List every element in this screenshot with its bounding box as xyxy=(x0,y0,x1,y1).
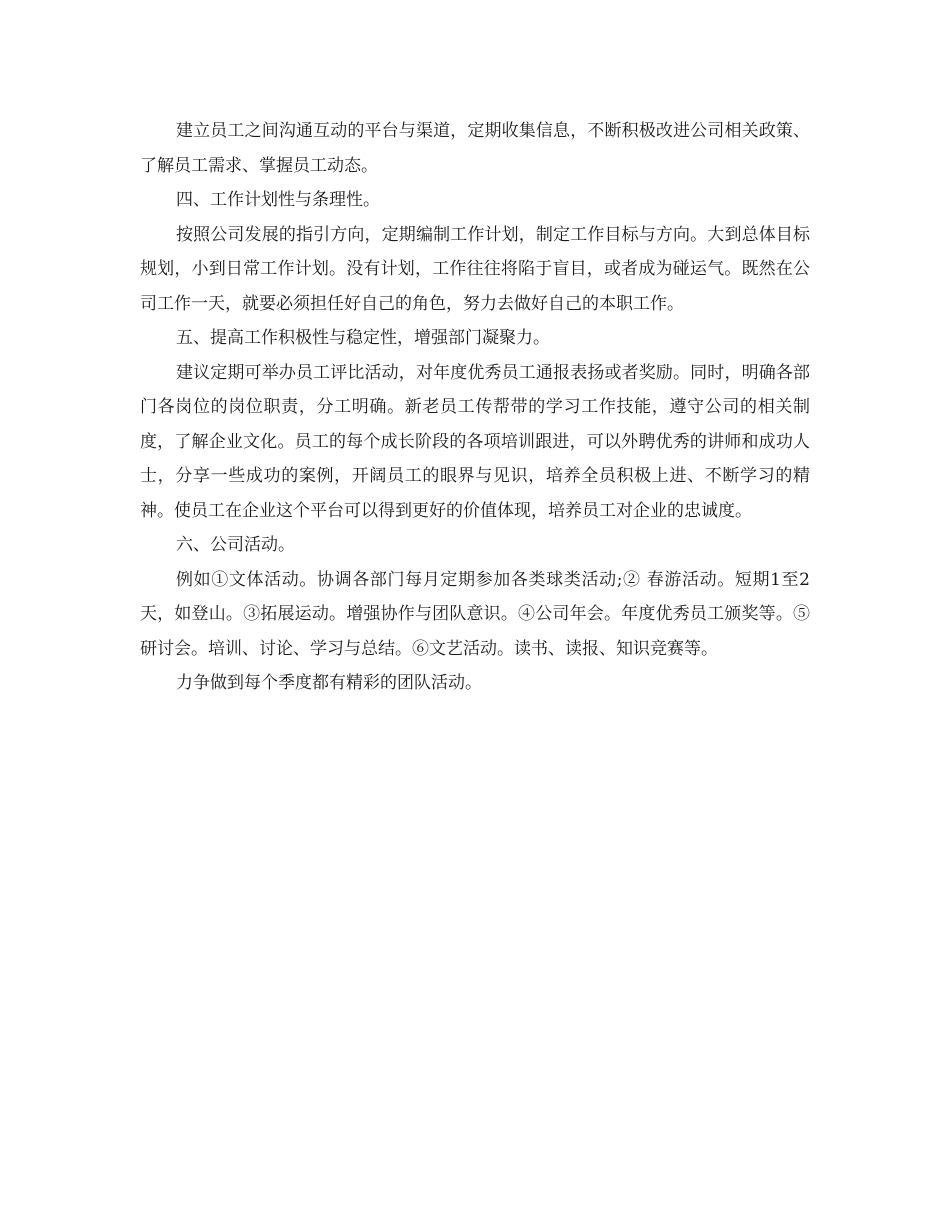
heading-work-enthusiasm: 五、提高工作积极性与稳定性，增强部门凝聚力。 xyxy=(176,328,550,348)
heading-company-activities: 六、公司活动。 xyxy=(176,535,295,555)
document-body xyxy=(140,114,810,701)
paragraph-closing: 力争做到每个季度都有精彩的团队活动。 xyxy=(176,673,482,693)
paragraph-work-planning: 按照公司发展的指引方向，定期编制工作计划，制定工作目标与方向。大到总体目标 规划，小到日常工作计划。没有计划，工作往往将陷于盲目，或者成为碰运气。既然在公司工作一天，就要必须担任好自己的角色，努力去做好自己的本职工作。 xyxy=(140,224,810,314)
paragraph-company-activities: 例如①文体活动。协调各部门每月定期参加各类球类活动;② 春游活动。短期1至2天，如登山。③拓展运动。增强协作与团队意识。④公司年会。年度优秀员工颁奖等。⑤研讨会。培训、讨论、学习与总结。⑥文艺活动。读书、读报、知识竞赛等。 xyxy=(140,569,810,659)
paragraph-communication-platform: 建立员工之间沟通互动的平台与渠道，定期收集信息，不断积极改进公司相关政策、了解员工需求、掌握员工动态。 xyxy=(140,121,810,176)
paragraph-work-enthusiasm: 建议定期可举办员工评比活动，对年度优秀员工通报表扬或者奖励。同时，明确各部门各岗位的岗位职责，分工明确。新老员工传帮带的学习工作技能，遵守公司的相关制度，了解企业文化。员工的每个成长阶段的各项培训跟进，可以外聘优秀的讲师和成功人士，分享一些成功的案例，开阔员工的眼界与见识，培养全员积极上进、不断学习的精神。使员工在企业这个平台可以得到更好的价值体现，培养员工对企业的忠诚度。 xyxy=(140,362,810,521)
heading-work-planning: 四、工作计划性与条理性。 xyxy=(176,190,380,210)
